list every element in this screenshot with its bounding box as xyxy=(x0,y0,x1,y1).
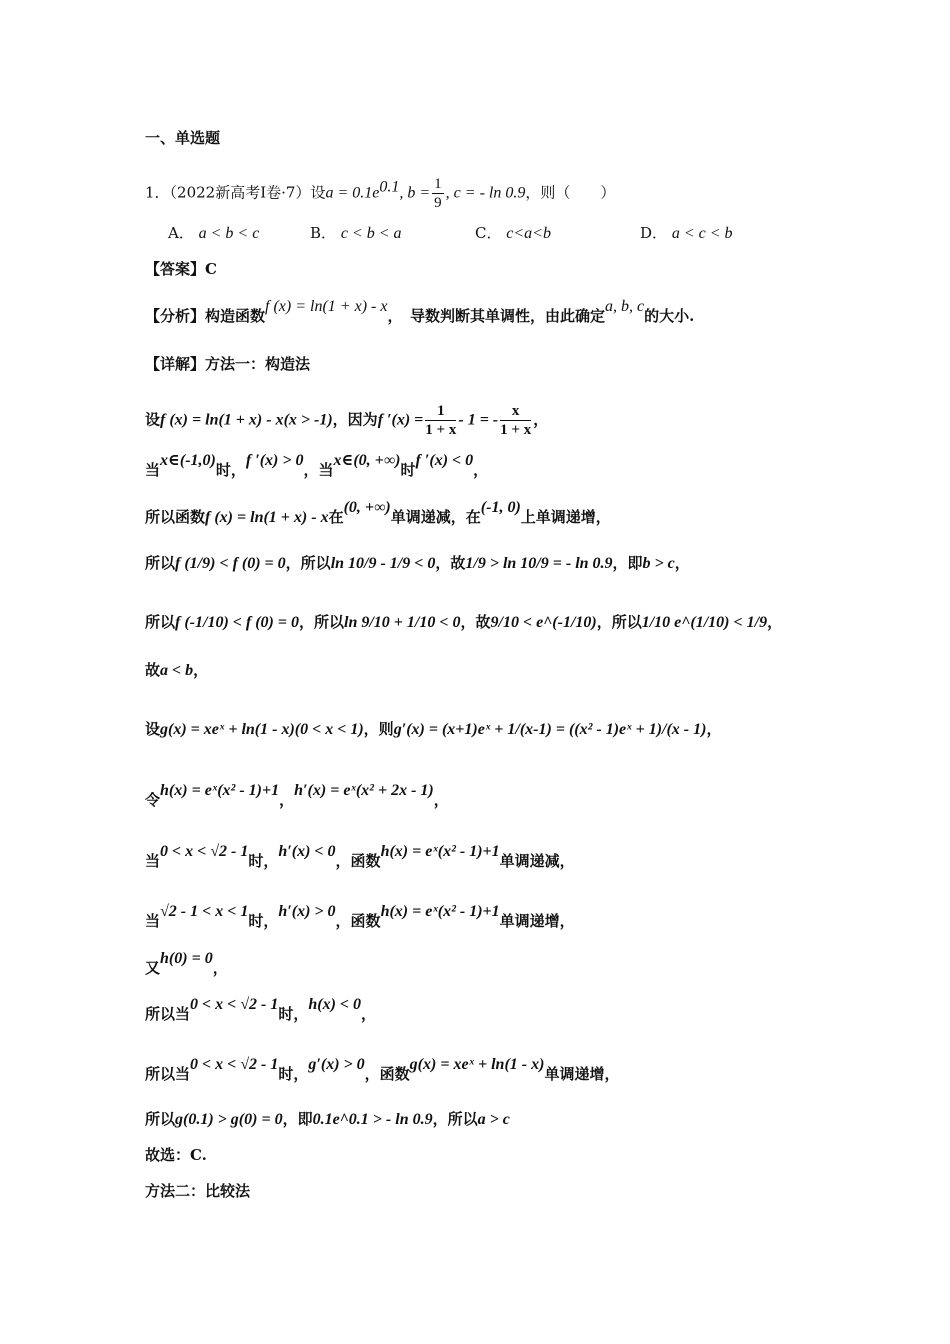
solution-line-7: 设g(x) = xeˣ + ln(1 - x)(0 < x < 1)，则g′(x) = (x+1)eˣ + 1/(x-1) = ((x² - 1)eˣ + 1)/(x - 1)， xyxy=(145,720,722,738)
solution-line-12: 所以当0 < x < √2 - 1时，h(x) < 0， xyxy=(145,996,377,1023)
solution-line-9: 当0 < x < √2 - 1时，h′(x) < 0，函数h(x) = eˣ(x² - 1)+1单调递减， xyxy=(145,843,575,870)
solution-line-5: 所以f (-1/10) < f (0) = 0，所以ln 9/10 + 1/10 < 0，故9/10 < e^(-1/10)，所以1/10 e^(1/10) < 1/9， xyxy=(145,613,783,631)
option-c: C． c<a<b xyxy=(475,224,551,242)
detail-line: 【详解】方法一：构造法 xyxy=(145,355,311,373)
solution-line-2: 当x∈(-1,0)时，f ′(x) > 0，当x∈(0, +∞)时f ′(x) < 0， xyxy=(145,452,489,479)
solution-line-16: 方法二：比较法 xyxy=(145,1182,251,1200)
solution-line-15: 故选：C. xyxy=(145,1146,207,1164)
solution-line-11: 又h(0) = 0， xyxy=(145,950,228,977)
section-title: 一、单选题 xyxy=(145,129,221,147)
answer-line: 【答案】C xyxy=(145,260,217,278)
option-a: A． a < b < c xyxy=(168,224,260,242)
option-d: D． a < c < b xyxy=(640,224,733,242)
solution-line-10: 当√2 - 1 < x < 1时，h′(x) > 0，函数h(x) = eˣ(x² - 1)+1单调递增， xyxy=(145,903,575,930)
solution-line-3: 所以函数f (x) = ln(1 + x) - x在(0, +∞)单调递减，在(-1, 0)上单调递增， xyxy=(145,499,611,526)
solution-line-8: 令h(x) = eˣ(x² - 1)+1，h′(x) = eˣ(x² + 2x - 1)， xyxy=(145,782,449,809)
solution-line-4: 所以f (1/9) < f (0) = 0，所以ln 10/9 - 1/9 < 0，故1/9 > ln 10/9 = - ln 0.9，即b > c， xyxy=(145,554,690,572)
option-b: B． c < b < a xyxy=(310,224,402,242)
solution-line-1: 设f (x) = ln(1 + x) - x(x > -1)，因为f ′(x) = $\frac{1}{1 + x}$ - 1 = - $\frac{x}{1 + x}$ ， xyxy=(145,403,549,438)
solution-line-14: 所以g(0.1) > g(0) = 0，即0.1e^0.1 > - ln 0.9，所以a > c xyxy=(145,1110,510,1128)
solution-line-6: 故a < b， xyxy=(145,661,209,679)
analysis-line: 【分析】构造函数f (x) = ln(1 + x) - x， 导数判断其单调性，由此确定a, b, c的大小. xyxy=(145,298,695,325)
question-1-stem: 1．（2022新高考Ⅰ卷·7）设$a = 0.1e^{0.1}$, b = $\frac{1}{9}$ , c = - ln 0.9，则（ ） xyxy=(145,176,616,211)
solution-line-13: 所以当0 < x < √2 - 1时，g′(x) > 0，函数g(x) = xeˣ + ln(1 - x)单调递增， xyxy=(145,1056,620,1083)
